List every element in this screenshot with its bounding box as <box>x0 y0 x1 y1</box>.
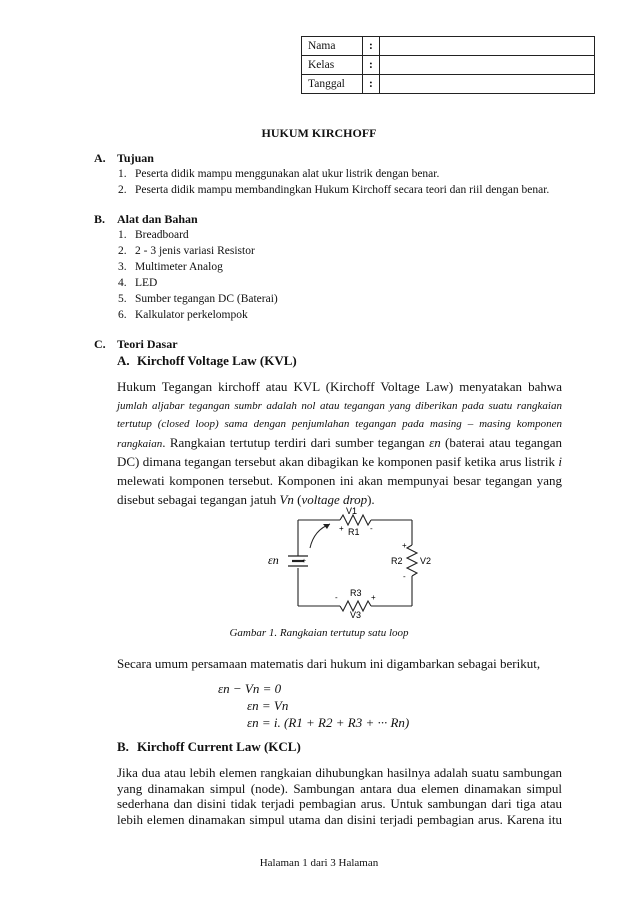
r3-plus: + <box>371 593 376 602</box>
kvl-text: . Rangkaian tertutup terdiri dari sumber tegangan <box>162 434 430 450</box>
resistor-r1-shape <box>340 515 371 525</box>
resistor-r2-shape <box>407 545 417 576</box>
kvl-text: (baterai atau tegangan <box>440 434 562 450</box>
list-text: Kalkulator perkelompok <box>135 309 248 321</box>
identity-value-tanggal[interactable] <box>379 75 594 94</box>
section-c-heading: Teori Dasar <box>117 337 178 351</box>
kvl-text: DC) dimana tegangan tersebut akan dibagikan ke komponen pasif ketika arus listrik <box>117 454 559 470</box>
section-a-heading: Tujuan <box>117 151 154 165</box>
symbol-epsilon-n: εn <box>429 434 441 450</box>
label-v3: V3 <box>350 610 362 620</box>
kcl-paragraph <box>117 765 562 827</box>
kvl-line <box>117 453 562 472</box>
kcl-letter: B. <box>117 739 129 754</box>
kcl-heading: Kirchoff Current Law (KCL) <box>137 739 301 754</box>
kvl-text: ( <box>293 491 302 507</box>
label-v2: V2 <box>420 556 432 566</box>
kcl-line: lebih elemen dinamakan simpul utama dan disini terjadi pembagian arus. Karena itu <box>117 811 562 827</box>
identity-row-tanggal <box>302 75 595 94</box>
kcl-line: yang dinamakan simpul (node). Sambungan antara dua elemen dinamakan simpul <box>117 780 562 796</box>
list-number: 1. <box>118 168 127 180</box>
identity-sep: : <box>363 75 380 94</box>
label-r3: R3 <box>350 588 362 598</box>
kvl-line: melewati komponen tersebut. Komponen ini akan mempunyai besar tegangan yang <box>117 472 562 488</box>
identity-value-kelas[interactable] <box>379 56 594 75</box>
identity-sep: : <box>363 56 380 75</box>
r2-minus: - <box>403 572 406 581</box>
figure-caption: Gambar 1. Rangkaian tertutup satu loop <box>229 627 409 639</box>
list-text: Peserta didik mampu menggunakan alat ukur listrik dengan benar. <box>135 168 440 180</box>
section-b-heading: Alat dan Bahan <box>117 212 198 226</box>
kvl-text: ). <box>367 491 375 507</box>
kvl-text: disebut sebagai tegangan jatuh <box>117 491 280 507</box>
identity-row-nama <box>302 37 595 56</box>
identity-value-nama[interactable] <box>379 37 594 56</box>
equation-3: εn = i. (R1 + R2 + R3 + ··· Rn) <box>247 715 410 730</box>
equation-2: εn = Vn <box>247 698 289 713</box>
r2-plus: + <box>402 541 407 550</box>
circuit-diagram <box>260 500 450 625</box>
symbol-v-n: Vn <box>279 491 294 507</box>
kvl-line: tertutup (closed loop) sama dengan penjumlahan tegangan pada masing – masing komponen <box>117 418 562 431</box>
kvl-italic: voltage drop <box>301 491 368 507</box>
label-v1: V1 <box>346 506 358 516</box>
kvl-letter: A. <box>117 353 130 368</box>
kvl-heading: Kirchoff Voltage Law (KVL) <box>137 353 297 368</box>
kvl-italic: rangkaian <box>117 437 163 450</box>
list-number: 4. <box>118 277 127 289</box>
list-number: 2. <box>118 184 127 196</box>
kcl-line: sederhana dan disini tidak terjadi pembagian arus. Untuk sambungan dari tiga atau <box>117 796 562 811</box>
r1-plus: + <box>339 524 344 533</box>
list-number: 1. <box>118 229 127 241</box>
section-a-letter: A. <box>94 151 106 165</box>
list-number: 3. <box>118 261 127 273</box>
list-text: LED <box>135 277 158 289</box>
battery-plus: + <box>302 558 307 565</box>
list-text: Peserta didik mampu membandingkan Hukum Kirchoff secara teori dan riil dengan benar. <box>135 184 550 196</box>
label-r1: R1 <box>348 527 360 537</box>
list-number: 5. <box>118 293 127 305</box>
label-source: εn <box>268 553 279 567</box>
equation-1: εn − Vn = 0 <box>218 681 282 696</box>
label-r2: R2 <box>391 556 403 566</box>
list-text: Breadboard <box>135 229 189 241</box>
list-text: Sumber tegangan DC (Baterai) <box>135 293 278 305</box>
r1-minus: - <box>370 524 373 533</box>
kvl-italic: i <box>558 454 562 470</box>
list-text: 2 - 3 jenis variasi Resistor <box>135 245 255 257</box>
list-number: 6. <box>118 309 127 321</box>
identity-sep: : <box>363 37 380 56</box>
section-b-letter: B. <box>94 212 106 226</box>
general-text: Secara umum persamaan matematis dari hukum ini digambarkan sebagai berikut, <box>117 656 541 671</box>
kcl-line: Jika dua atau lebih elemen rangkaian dihubungkan hasilnya adalah suatu sambungan <box>117 765 562 780</box>
identity-row-kelas <box>302 56 595 75</box>
document-title: HUKUM KIRCHOFF <box>261 126 377 140</box>
kvl-line <box>117 434 562 454</box>
kvl-line: jumlah aljabar tegangan sumbr adalah nol atau tegangan yang diberikan pada suatu rangkaian <box>117 399 562 412</box>
identity-table <box>301 36 595 94</box>
list-number: 2. <box>118 245 127 257</box>
r3-minus: - <box>335 593 338 602</box>
page-footer: Halaman 1 dari 3 Halaman <box>259 857 379 869</box>
identity-label: Kelas <box>302 56 363 75</box>
kvl-paragraph <box>117 378 562 509</box>
identity-label: Nama <box>302 37 363 56</box>
list-text: Multimeter Analog <box>135 261 223 273</box>
section-c-letter: C. <box>94 337 106 351</box>
kvl-line: Hukum Tegangan kirchoff atau KVL (Kirchoff Voltage Law) menyatakan bahwa <box>117 379 562 394</box>
identity-label: Tanggal <box>302 75 363 94</box>
